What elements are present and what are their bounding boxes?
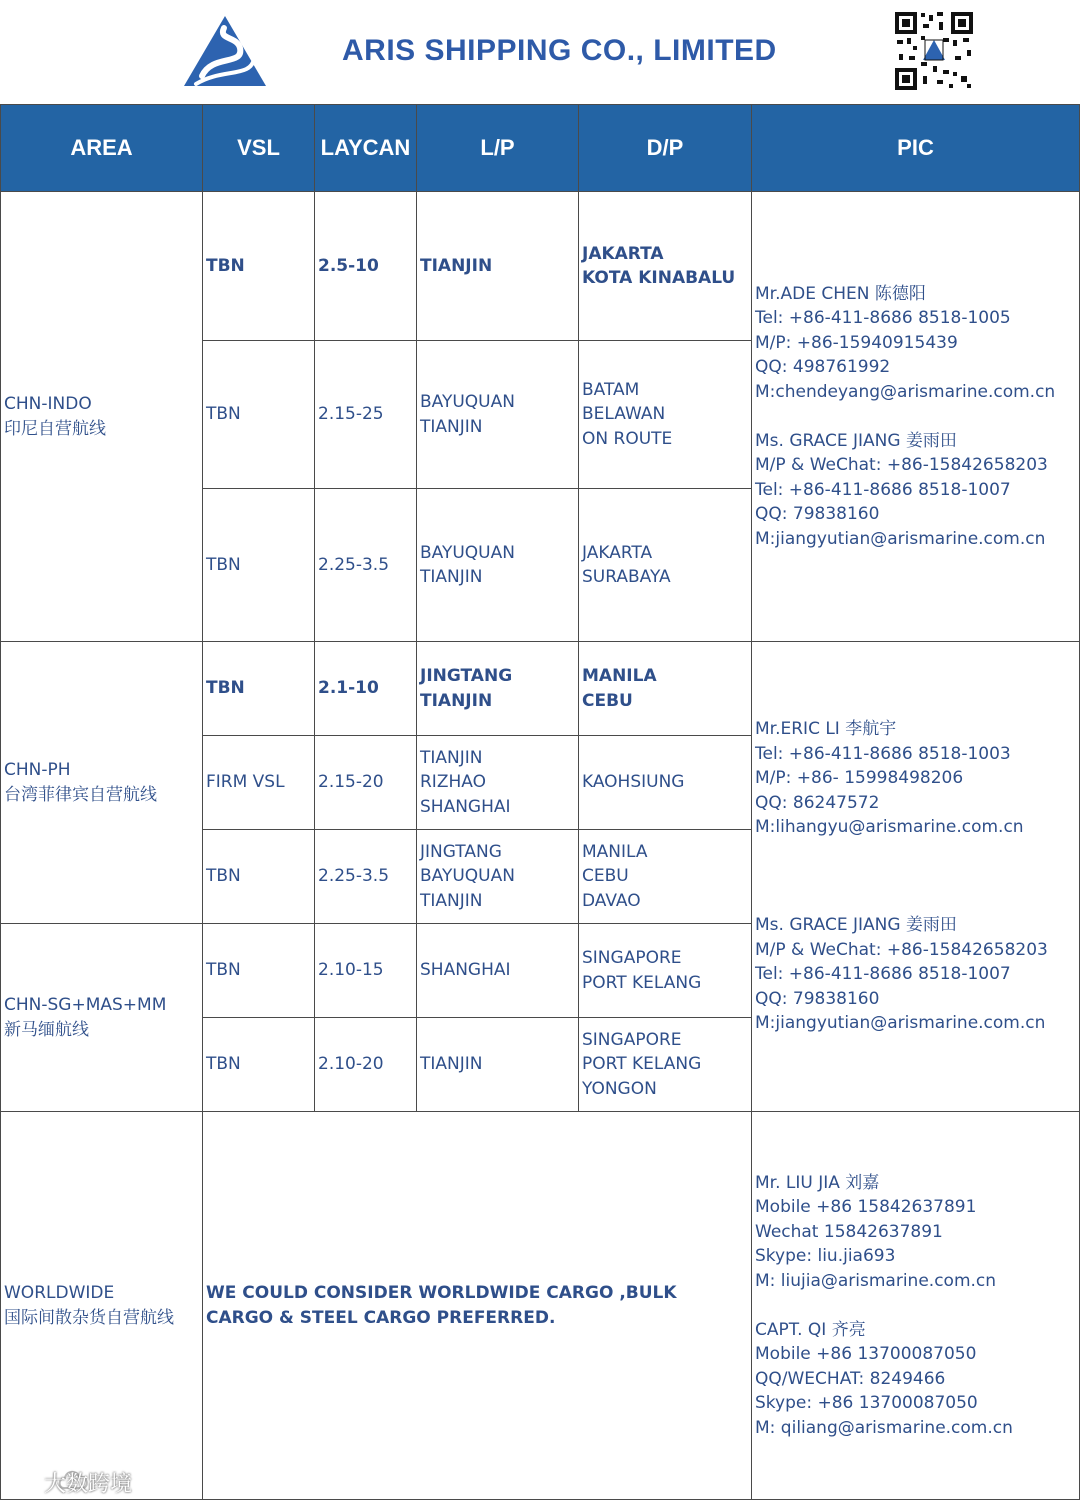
port-name: KOTA KINABALU bbox=[582, 268, 736, 288]
watermark-text: 大数跨境 bbox=[44, 1472, 133, 1497]
dp-cell bbox=[579, 830, 752, 924]
port-name: BAYUQUAN bbox=[420, 542, 515, 563]
pic-line: Tel: +86-411-8686 8518-1007 bbox=[755, 479, 1011, 500]
table-row bbox=[1, 1112, 1080, 1500]
pic-line: M/P & WeChat: +86-15842658203 bbox=[755, 455, 1048, 476]
pic-line: Ms. GRACE JIANG 姜雨田 bbox=[755, 430, 957, 451]
pic-line: M/P: +86- 15998498206 bbox=[755, 768, 964, 789]
pic-spacer bbox=[755, 864, 1079, 889]
area-name: 国际间散杂货自营航线 bbox=[4, 1307, 174, 1328]
vsl-cell: TBN bbox=[203, 1018, 315, 1112]
pic-line: QQ: 79838160 bbox=[755, 504, 880, 525]
pic-line: Ms. GRACE JIANG 姜雨田 bbox=[755, 915, 957, 936]
vsl-cell: FIRM VSL bbox=[203, 736, 315, 830]
port-name: BAYUQUAN bbox=[420, 392, 515, 412]
laycan-cell: 2.5-10 bbox=[315, 192, 417, 341]
pic-email[interactable]: M: qiliang@arismarine.com.cn bbox=[755, 1417, 1013, 1438]
laycan-cell: 2.1-10 bbox=[315, 642, 417, 736]
page-header bbox=[0, 0, 1080, 104]
port-name: TIANJIN bbox=[420, 890, 483, 911]
dp-cell bbox=[579, 1018, 752, 1112]
pic-email[interactable]: M: liujia@arismarine.com.cn bbox=[755, 1270, 997, 1291]
dp-cell bbox=[579, 489, 752, 642]
lp-cell bbox=[417, 341, 579, 489]
port-name: BAYUQUAN bbox=[420, 866, 515, 887]
col-header-dp: D/P bbox=[579, 105, 752, 192]
pic-line: Mr.ERIC LI 李航宇 bbox=[755, 719, 897, 740]
port-name: SHANGHAI bbox=[420, 796, 511, 817]
port-name: SURABAYA bbox=[582, 567, 671, 587]
pic-line: Wechat 15842637891 bbox=[755, 1221, 943, 1242]
port-name: YONGON bbox=[582, 1078, 657, 1099]
vsl-cell: TBN bbox=[203, 924, 315, 1018]
area-code: CHN-INDO bbox=[4, 394, 92, 414]
area-cell bbox=[1, 924, 203, 1112]
laycan-cell: 2.25-3.5 bbox=[315, 830, 417, 924]
vsl-cell: TBN bbox=[203, 830, 315, 924]
port-name: TIANJIN bbox=[420, 567, 483, 587]
pic-line: Mobile +86 13700087050 bbox=[755, 1344, 977, 1365]
pic-line: Tel: +86-411-8686 8518-1007 bbox=[755, 964, 1011, 985]
port-name: ON ROUTE bbox=[582, 428, 673, 449]
pic-spacer bbox=[755, 1293, 1079, 1318]
port-name: JINGTANG bbox=[420, 666, 513, 686]
pic-line: M/P: +86-15940915439 bbox=[755, 332, 958, 353]
pic-email[interactable]: M:jiangyutian@arismarine.com.cn bbox=[755, 528, 1046, 549]
port-name: DAVAO bbox=[582, 890, 641, 911]
pic-line: Mr. LIU JIA 刘嘉 bbox=[755, 1172, 880, 1193]
pic-line: Skype: liu.jia693 bbox=[755, 1246, 896, 1267]
area-code: CHN-SG+MAS+MM bbox=[4, 995, 167, 1015]
port-name: SINGAPORE bbox=[582, 948, 682, 968]
port-name: RIZHAO bbox=[420, 772, 486, 793]
dp-cell bbox=[579, 736, 752, 830]
col-header-area: AREA bbox=[1, 105, 203, 192]
dp-cell bbox=[579, 341, 752, 489]
pic-cell bbox=[752, 642, 1080, 1112]
area-cell bbox=[1, 192, 203, 642]
pic-line: CAPT. QI 齐亮 bbox=[755, 1319, 866, 1340]
laycan-cell: 2.10-20 bbox=[315, 1018, 417, 1112]
port-name: JAKARTA bbox=[582, 542, 653, 563]
col-header-vsl: VSL bbox=[203, 105, 315, 192]
worldwide-note bbox=[203, 1112, 752, 1500]
area-cell bbox=[1, 642, 203, 924]
area-cell bbox=[1, 1112, 203, 1500]
pic-email[interactable]: M:chendeyang@arismarine.com.cn bbox=[755, 381, 1056, 402]
lp-cell: SHANGHAI bbox=[417, 924, 579, 1018]
port-name: CEBU bbox=[582, 690, 633, 711]
port-name: PORT KELANG bbox=[582, 1054, 702, 1075]
pic-cell bbox=[752, 192, 1080, 642]
dp-cell bbox=[579, 192, 752, 341]
pic-email[interactable]: M:jiangyutian@arismarine.com.cn bbox=[755, 1013, 1046, 1034]
port-name: TIANJIN bbox=[420, 416, 483, 437]
port-name: BATAM bbox=[582, 379, 640, 400]
lp-cell: TIANJIN bbox=[417, 1018, 579, 1112]
port-name: JINGTANG bbox=[420, 841, 502, 862]
laycan-cell: 2.15-25 bbox=[315, 341, 417, 489]
pic-line: QQ: 498761992 bbox=[755, 357, 891, 378]
pic-line: QQ: 79838160 bbox=[755, 988, 880, 1009]
laycan-cell: 2.10-15 bbox=[315, 924, 417, 1018]
lp-cell bbox=[417, 830, 579, 924]
port-name: JAKARTA bbox=[582, 243, 664, 264]
laycan-cell: 2.25-3.5 bbox=[315, 489, 417, 642]
area-name: 新马缅航线 bbox=[4, 1019, 89, 1040]
port-name: MANILA bbox=[582, 841, 648, 862]
table-header-row bbox=[1, 105, 1080, 192]
laycan-cell: 2.15-20 bbox=[315, 736, 417, 830]
lp-cell bbox=[417, 489, 579, 642]
pic-line: M/P & WeChat: +86-15842658203 bbox=[755, 939, 1048, 960]
area-code: CHN-PH bbox=[4, 760, 71, 780]
dp-cell bbox=[579, 924, 752, 1018]
pic-cell bbox=[752, 1112, 1080, 1500]
pic-line: Mr.ADE CHEN 陈德阳 bbox=[755, 283, 926, 304]
company-name: ARIS SHIPPING CO., LIMITED bbox=[342, 34, 777, 67]
lp-cell bbox=[417, 736, 579, 830]
pic-spacer bbox=[755, 889, 1079, 914]
vsl-cell: TBN bbox=[203, 192, 315, 341]
pic-line: Tel: +86-411-8686 8518-1005 bbox=[755, 308, 1011, 329]
pic-line: Tel: +86-411-8686 8518-1003 bbox=[755, 743, 1011, 764]
pic-spacer bbox=[755, 404, 1079, 429]
port-name: PORT KELANG bbox=[582, 972, 702, 993]
pic-line: Skype: +86 13700087050 bbox=[755, 1393, 978, 1414]
col-header-pic: PIC bbox=[752, 105, 1080, 192]
port-name: BELAWAN bbox=[582, 404, 666, 425]
pic-line: QQ: 86247572 bbox=[755, 792, 880, 813]
dp-cell bbox=[579, 642, 752, 736]
pic-line: Mobile +86 15842637891 bbox=[755, 1197, 977, 1218]
col-header-laycan: LAYCAN bbox=[315, 105, 417, 192]
pic-spacer bbox=[755, 840, 1079, 865]
port-name: CEBU bbox=[582, 866, 629, 887]
vsl-cell: TBN bbox=[203, 341, 315, 489]
pic-email[interactable]: M:lihangyu@arismarine.com.cn bbox=[755, 817, 1024, 838]
lp-cell: TIANJIN bbox=[417, 192, 579, 341]
vsl-cell: TBN bbox=[203, 489, 315, 642]
note-line: CARGO & STEEL CARGO PREFERRED. bbox=[206, 1307, 556, 1328]
area-code: WORLDWIDE bbox=[4, 1283, 115, 1303]
area-name: 印尼自营航线 bbox=[4, 418, 106, 439]
qr-code-icon[interactable] bbox=[893, 10, 975, 92]
company-logo-icon bbox=[182, 14, 268, 88]
port-name: KAOHSIUNG bbox=[582, 772, 685, 793]
schedule-table bbox=[0, 104, 1080, 1500]
table-row bbox=[1, 642, 1080, 736]
note-line: WE COULD CONSIDER WORLDWIDE CARGO ,BULK bbox=[206, 1283, 677, 1303]
port-name: SINGAPORE bbox=[582, 1029, 682, 1050]
port-name: TIANJIN bbox=[420, 690, 493, 711]
lp-cell bbox=[417, 642, 579, 736]
area-name: 台湾菲律宾自营航线 bbox=[4, 784, 157, 805]
table-row bbox=[1, 192, 1080, 341]
port-name: MANILA bbox=[582, 666, 657, 686]
port-name: TIANJIN bbox=[420, 747, 483, 768]
pic-line: QQ/WECHAT: 8249466 bbox=[755, 1368, 946, 1389]
vsl-cell: TBN bbox=[203, 642, 315, 736]
col-header-lp: L/P bbox=[417, 105, 579, 192]
